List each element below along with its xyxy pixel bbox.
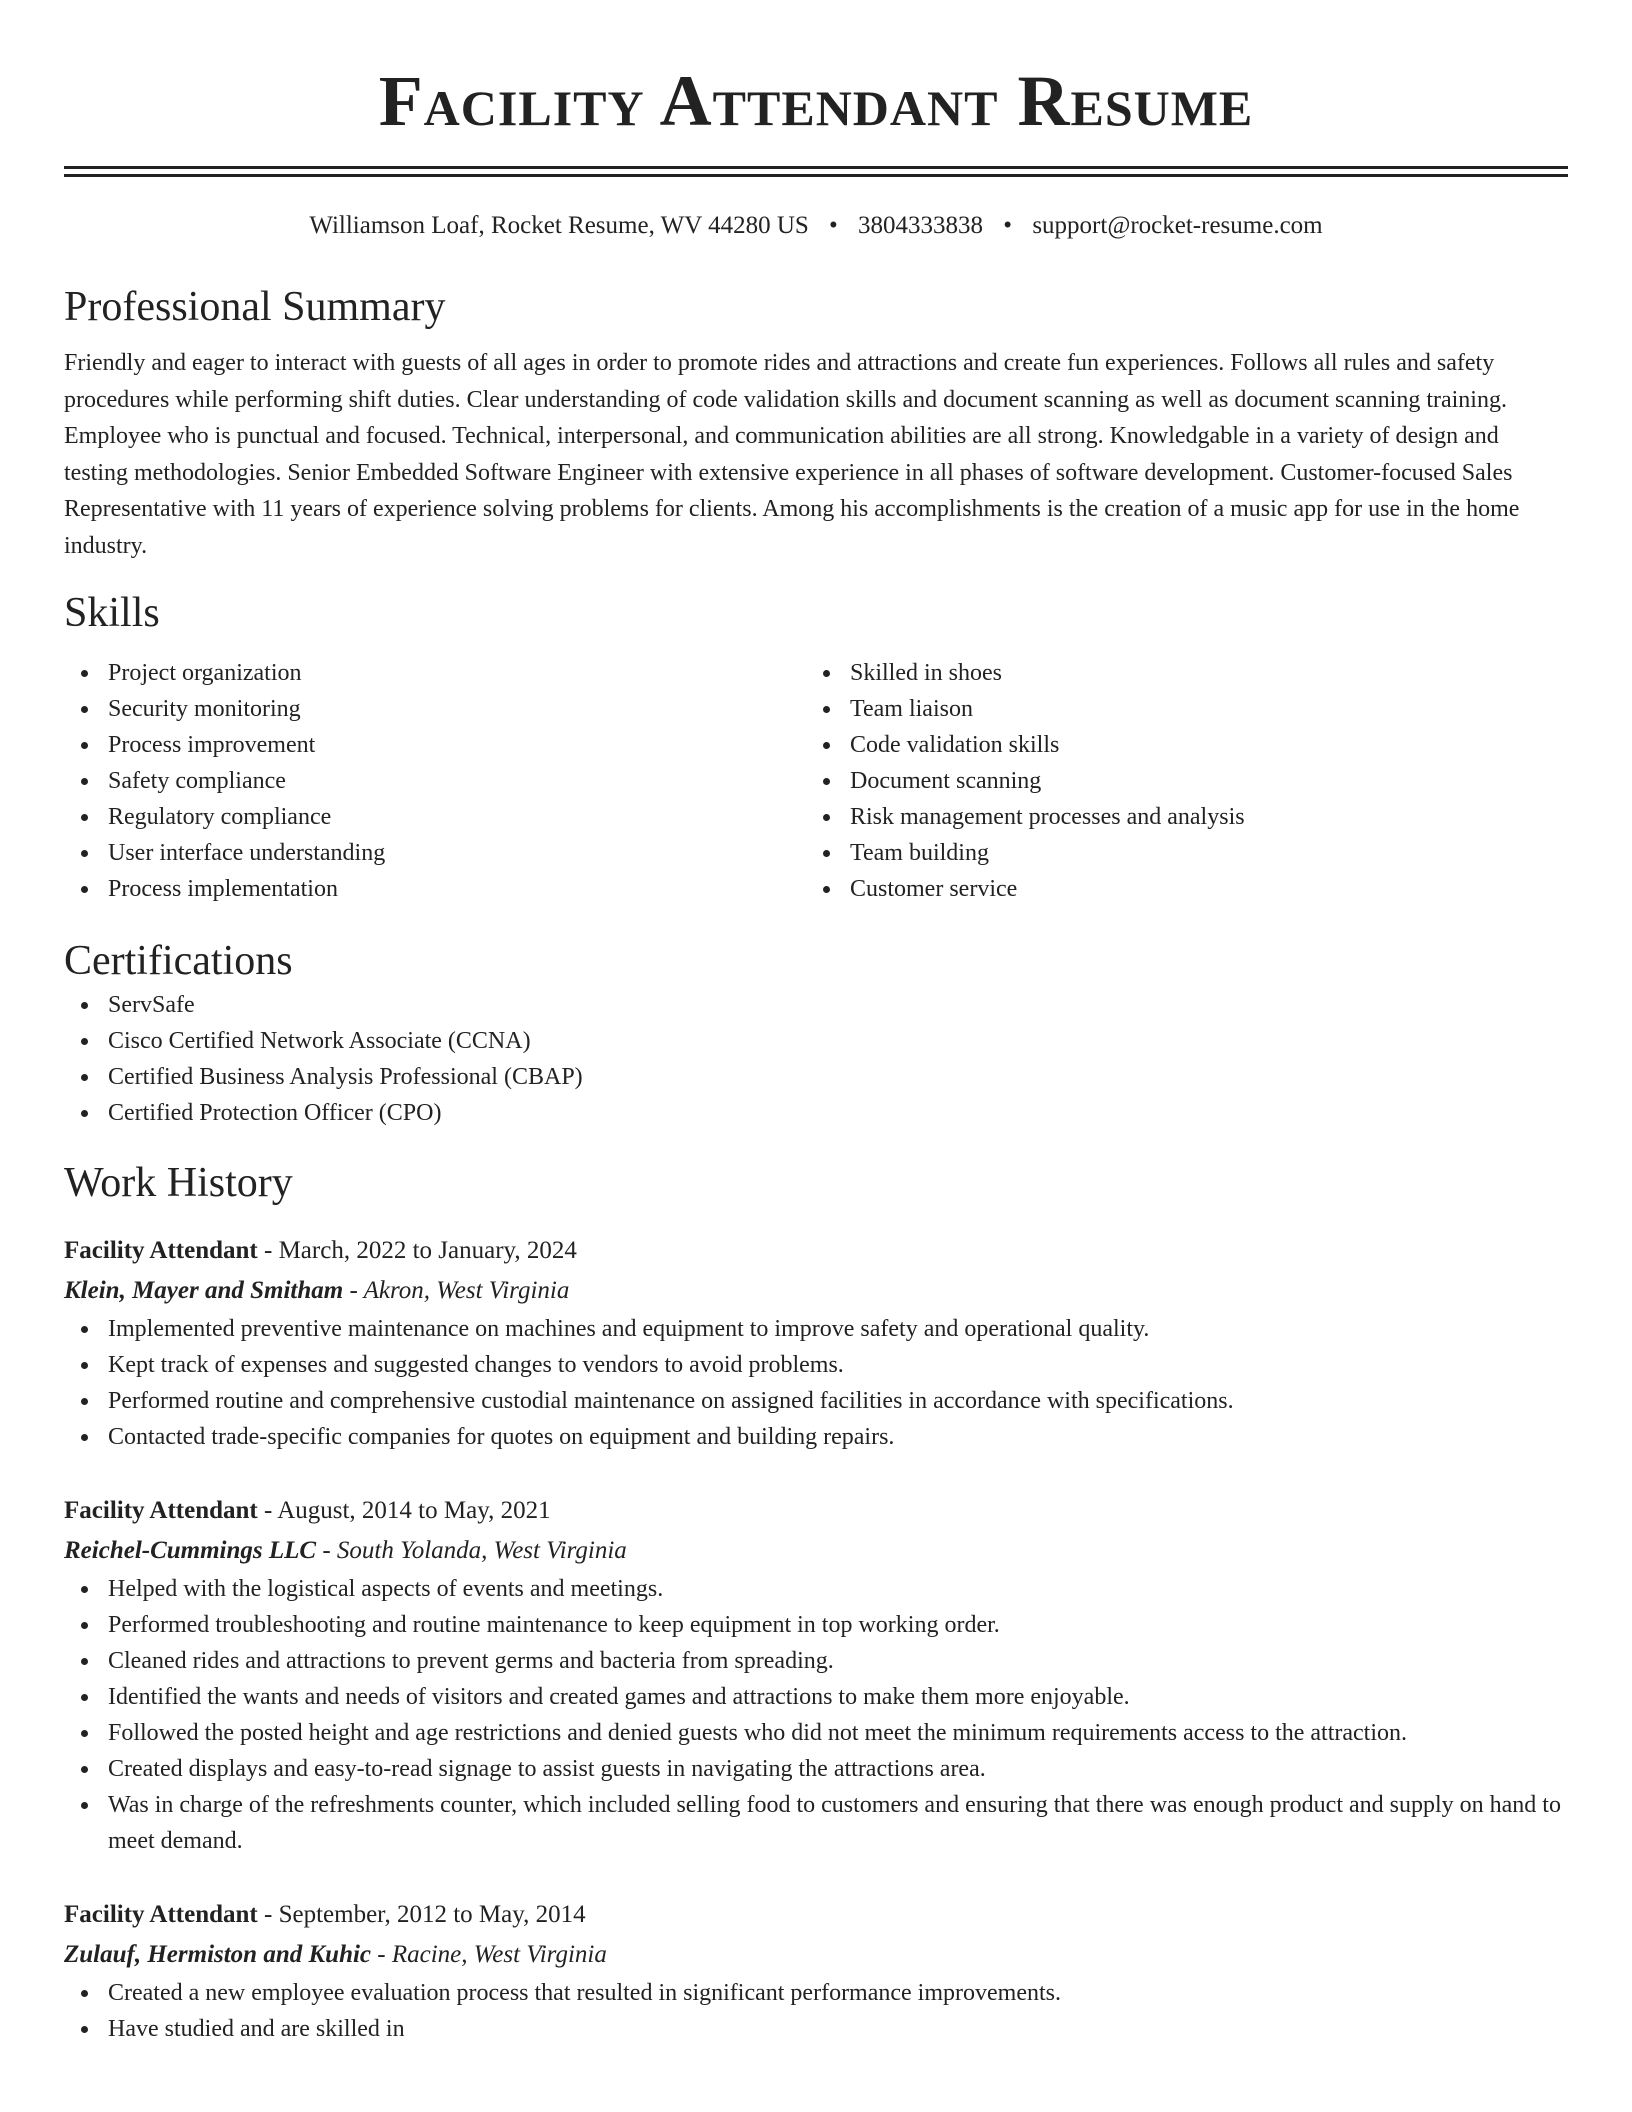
job-entry xyxy=(64,1491,1568,1859)
certification-item: Cisco Certified Network Associate (CCNA) xyxy=(64,1023,1568,1059)
job-company: Klein, Mayer and Smitham xyxy=(64,1276,344,1304)
job-duty-item: Contacted trade-specific companies for quotes on equipment and building repairs. xyxy=(64,1419,1568,1455)
skill-item: Customer service xyxy=(806,871,1548,907)
skill-item: Document scanning xyxy=(806,763,1548,799)
certifications-list xyxy=(64,987,1568,1131)
job-title: Facility Attendant xyxy=(64,1496,258,1524)
job-duty-item: Performed troubleshooting and routine maintenance to keep equipment in top working order. xyxy=(64,1607,1568,1643)
job-company: Zulauf, Hermiston and Kuhic xyxy=(64,1940,372,1968)
skill-item: Safety compliance xyxy=(64,763,806,799)
job-duty-item: Created displays and easy-to-read signage to assist guests in navigating the attractions area. xyxy=(64,1751,1568,1787)
job-title-line xyxy=(64,1491,1568,1531)
skill-item: Team building xyxy=(806,835,1548,871)
skill-item: Security monitoring xyxy=(64,691,806,727)
job-title: Facility Attendant xyxy=(64,1900,258,1928)
job-duties-list xyxy=(64,1975,1568,2047)
job-company-line xyxy=(64,1935,1568,1975)
skill-item: Code validation skills xyxy=(806,727,1548,763)
skill-item: Project organization xyxy=(64,655,806,691)
job-duty-item: Helped with the logistical aspects of events and meetings. xyxy=(64,1571,1568,1607)
job-duty-item: Kept track of expenses and suggested changes to vendors to avoid problems. xyxy=(64,1347,1568,1383)
job-dates: - August, 2014 to May, 2021 xyxy=(257,1496,551,1524)
summary-text: Friendly and eager to interact with guests of all ages in order to promote rides and attractions and create fun experiences. Follows all rules and safety procedures while performing shift duties. Clear understanding of code validation skills and document scanning as well as document scanning training. Employee who is punctual and focused. Technical, interpersonal, and communication abilities are all strong. Knowledgable in a variety of design and testing methodologies. Senior Embedded Software Engineer with extensive experience in all phases of software development. Customer-focused Sales Representative with 11 years of experience solving problems for clients. Among his accomplishments is the creation of a music app for use in the home industry. xyxy=(64,350,1520,559)
job-entry xyxy=(64,1231,1568,1455)
contact-line xyxy=(64,209,1568,243)
job-dates: - March, 2022 to January, 2024 xyxy=(257,1236,577,1264)
job-duty-item: Created a new employee evaluation process that resulted in significant performance improvements. xyxy=(64,1975,1568,2011)
summary-heading: Professional Summary xyxy=(64,284,446,330)
job-duty-item: Cleaned rides and attractions to prevent germs and bacteria from spreading. xyxy=(64,1643,1568,1679)
job-duty-item: Performed routine and comprehensive custodial maintenance on assigned facilities in accordance with specifications. xyxy=(64,1383,1568,1419)
contact-phone: 3804333838 xyxy=(858,212,984,239)
title-divider-top xyxy=(64,166,1568,169)
skill-item: Process improvement xyxy=(64,727,806,763)
skills-column-left xyxy=(64,655,806,907)
skills-heading: Skills xyxy=(64,589,160,636)
contact-separator: • xyxy=(829,212,838,239)
job-duties-list xyxy=(64,1311,1568,1455)
certification-item: Certified Protection Officer (CPO) xyxy=(64,1095,1568,1131)
job-entry xyxy=(64,1895,1568,2047)
job-location: - South Yolanda, West Virginia xyxy=(316,1536,627,1564)
job-duty-item: Identified the wants and needs of visitors and created games and attractions to make them more enjoyable. xyxy=(64,1679,1568,1715)
job-duty-item: Implemented preventive maintenance on machines and equipment to improve safety and operational quality. xyxy=(64,1311,1568,1347)
skill-item: Process implementation xyxy=(64,871,806,907)
skill-item: Risk management processes and analysis xyxy=(806,799,1548,835)
title-divider-bottom xyxy=(64,174,1568,177)
certification-item: Certified Business Analysis Professional (CBAP) xyxy=(64,1059,1568,1095)
skill-item: User interface understanding xyxy=(64,835,806,871)
job-duties-list xyxy=(64,1571,1568,1859)
job-company: Reichel-Cummings LLC xyxy=(64,1536,317,1564)
job-title: Facility Attendant xyxy=(64,1236,258,1264)
resume-title: Facility Attendant Resume xyxy=(378,61,1254,141)
contact-separator: • xyxy=(1003,212,1013,239)
skill-item: Team liaison xyxy=(806,691,1548,727)
resume-page xyxy=(64,0,1568,2047)
job-duty-item: Followed the posted height and age restrictions and denied guests who did not meet the minimum requirements access to the attraction. xyxy=(64,1715,1568,1751)
job-dates: - September, 2012 to May, 2014 xyxy=(257,1900,586,1928)
skill-item: Regulatory compliance xyxy=(64,799,806,835)
job-company-line xyxy=(64,1531,1568,1571)
job-company-line xyxy=(64,1271,1568,1311)
certifications-heading: Certifications xyxy=(64,937,293,984)
skill-item: Skilled in shoes xyxy=(806,655,1548,691)
certification-item: ServSafe xyxy=(64,987,1568,1023)
skills-column-right xyxy=(806,655,1548,907)
work-history-heading: Work History xyxy=(64,1159,293,1206)
skills-grid xyxy=(64,655,1568,907)
contact-address: Williamson Loaf, Rocket Resume, WV 44280 US xyxy=(309,212,809,239)
job-title-line xyxy=(64,1895,1568,1935)
job-duty-item: Have studied and are skilled in xyxy=(64,2011,1568,2047)
job-location: - Racine, West Virginia xyxy=(371,1940,607,1968)
job-title-line xyxy=(64,1231,1568,1271)
job-location: - Akron, West Virginia xyxy=(343,1276,570,1304)
job-duty-item: Was in charge of the refreshments counter, which included selling food to customers and ensuring that there was enough product and supply on hand to meet demand. xyxy=(64,1787,1568,1859)
contact-email: support@rocket-resume.com xyxy=(1032,212,1323,239)
